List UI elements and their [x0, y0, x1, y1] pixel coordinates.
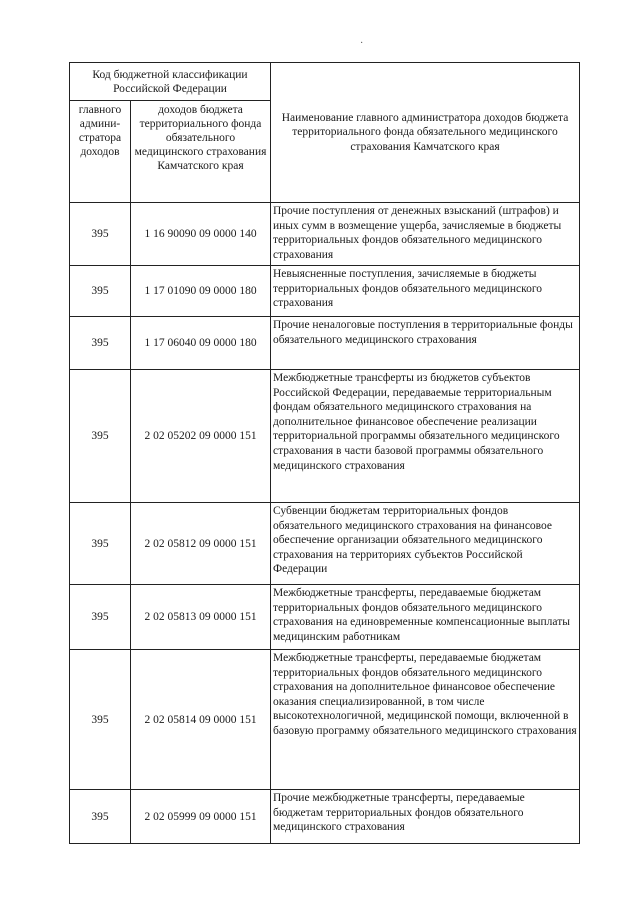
header-row-group	[70, 63, 580, 101]
admin-code-cell: 395	[70, 203, 131, 266]
table-row	[70, 650, 580, 790]
revenue-code-cell: 2 02 05999 09 0000 151	[131, 790, 271, 844]
table-row	[70, 370, 580, 503]
scan-speck: ·	[360, 38, 364, 49]
header-admin-cell: главного админи-стратора доходов	[70, 101, 131, 203]
revenue-code-cell: 2 02 05202 09 0000 151	[131, 370, 271, 503]
admin-code-cell: 395	[70, 266, 131, 317]
revenue-name-cell: Межбюджетные трансферты из бюджетов субъектов Российской Федерации, передаваемые территориальным фондам обязательного медицинского страхования на дополнительное финансовое обеспечение реализации территориальной программы обязательного медицинского страхования в части базовой программы обязательного медицинского страхования	[271, 370, 580, 503]
revenue-code-cell: 1 17 06040 09 0000 180	[131, 317, 271, 370]
header-group-cell: Код бюджетной классификации Российской Федерации	[70, 63, 271, 101]
admin-code-cell: 395	[70, 585, 131, 650]
admin-code-cell: 395	[70, 790, 131, 844]
admin-code-cell: 395	[70, 650, 131, 790]
revenue-name-cell: Межбюджетные трансферты, передаваемые бюджетам территориальных фондов обязательного медицинского страхования на единовременные компенсационные выплаты медицинским работникам	[271, 585, 580, 650]
header-revenue-cell: доходов бюджета территориального фонда обязательного медицинского страхования Камчатского края	[131, 101, 271, 203]
table-row	[70, 585, 580, 650]
revenue-code-cell: 2 02 05814 09 0000 151	[131, 650, 271, 790]
admin-code-cell: 395	[70, 370, 131, 503]
revenue-name-cell: Прочие межбюджетные трансферты, передаваемые бюджетам территориальных фондов обязательного медицинского страхования	[271, 790, 580, 844]
budget-classification-table	[69, 62, 580, 844]
admin-code-cell: 395	[70, 503, 131, 585]
revenue-name-cell: Прочие неналоговые поступления в территориальные фонды обязательного медицинского страхования	[271, 317, 580, 370]
table-row	[70, 266, 580, 317]
table-row	[70, 503, 580, 585]
revenue-code-cell: 2 02 05812 09 0000 151	[131, 503, 271, 585]
table-row	[70, 790, 580, 844]
revenue-name-cell: Невыясненные поступления, зачисляемые в бюджеты территориальных фондов обязательного медицинского страхования	[271, 266, 580, 317]
revenue-code-cell: 2 02 05813 09 0000 151	[131, 585, 271, 650]
header-name-cell: Наименование главного администратора доходов бюджета территориального фонда обязательного медицинского страхования Камчатского края	[271, 63, 580, 203]
revenue-name-cell: Субвенции бюджетам территориальных фондов обязательного медицинского страхования на финансовое обеспечение организации обязательного медицинского страхования на территориях субъектов Российской Федерации	[271, 503, 580, 585]
admin-code-cell: 395	[70, 317, 131, 370]
revenue-name-cell: Прочие поступления от денежных взысканий (штрафов) и иных сумм в возмещение ущерба, зачисляемые в бюджеты территориальных фондов обязательного медицинского страхования	[271, 203, 580, 266]
table-row	[70, 203, 580, 266]
table-row	[70, 317, 580, 370]
revenue-name-cell: Межбюджетные трансферты, передаваемые бюджетам территориальных фондов обязательного медицинского страхования на дополнительное финансовое обеспечение оказания специализированной, в том числе высокотехнологичной, медицинской помощи, включенной в базовую программу обязательного медицинского страхования	[271, 650, 580, 790]
revenue-code-cell: 1 16 90090 09 0000 140	[131, 203, 271, 266]
revenue-code-cell: 1 17 01090 09 0000 180	[131, 266, 271, 317]
